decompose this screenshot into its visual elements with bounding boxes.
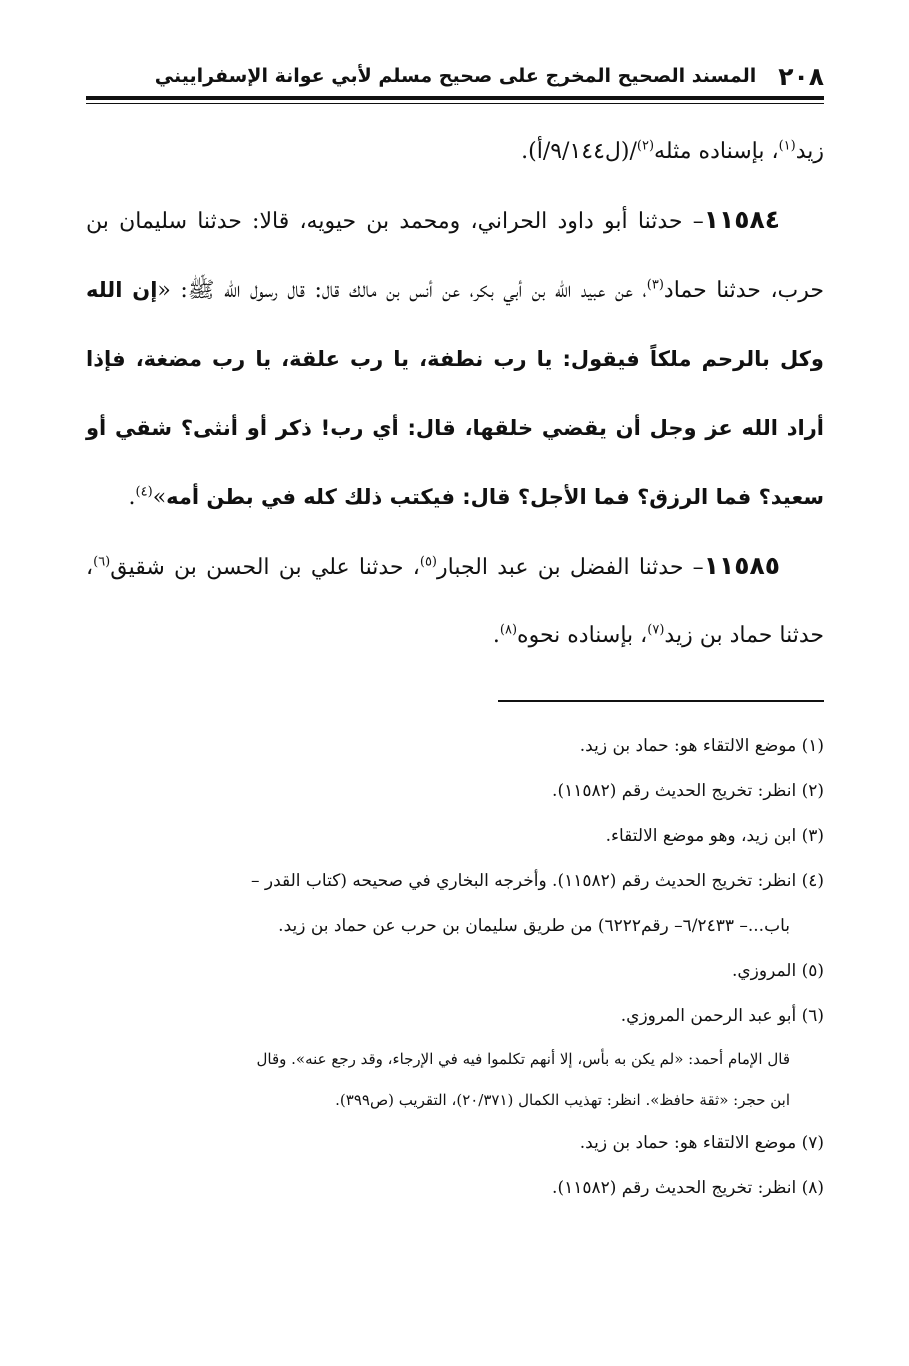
footnote-ref[interactable]: (٢) <box>636 138 655 154</box>
footnote-7: (٧) موضع الالتقاء هو: حماد بن زيد. <box>579 1133 824 1153</box>
header-rule-thick <box>86 96 824 100</box>
footnote-3: (٣) ابن زيد، وهو موضع الالتقاء. <box>605 826 824 846</box>
footnote-1: (١) موضع الالتقاء هو: حماد بن زيد. <box>579 736 824 756</box>
footnotes <box>86 724 824 1211</box>
text-run: . <box>128 485 136 510</box>
running-title: المسند الصحيح المخرج على صحيح مسلم لأبي عوانة الإسفراييني <box>154 65 757 87</box>
text-run: – حدثنا الفضل بن عبد الجبار <box>437 555 704 580</box>
footnote-ref[interactable]: (٦) <box>93 554 111 570</box>
hadith-quote: إن الله وكل بالرحم ملكاً فيقول: يا رب نطفة، يا رب علقة، يا رب مضغة، فإذا أراد الله عز وجل أن يقضي خلقها، قال: أي رب! ذكر أو أنثى؟ شقي أو سعيد؟ فما الرزق؟ فما الأجل؟ قال: فيكتب ذلك كله في بطن أمه <box>86 278 824 509</box>
footnote-ref[interactable]: (٨) <box>499 622 518 638</box>
footnote-ref[interactable]: (٥) <box>419 554 437 570</box>
text-run: /(ل٩/١٤٤/أ). <box>521 139 637 164</box>
footnote-4: (٤) انظر: تخريج الحديث رقم (١١٥٨٢). وأخرجه البخاري في صحيحه (كتاب القدر – <box>250 871 824 891</box>
text-run: – حدثنا أبو داود الحراني، ومحمد بن حيويه، قالا: حدثنا سليمان بن حرب، حدثنا حماد <box>86 209 825 303</box>
footnote-ref[interactable]: (٧) <box>647 622 665 638</box>
text-run: ، حدثنا علي بن الحسن بن شقيق <box>110 555 420 580</box>
text-run: ، عن عبيد الله بن أبي بكر، عن أنس بن مالك قال: قال رسول الله ﷺ: « <box>157 278 647 303</box>
text-run: ، بإسناده مثله <box>654 139 779 164</box>
main-text <box>86 118 824 670</box>
text-run: ، حدثنا حماد بن زيد <box>86 555 824 648</box>
footnote-4-continuation: باب...– ٦/٢٤٣٣– رقم٦٢٢٢) من طريق سليمان بن حرب عن حماد بن زيد. <box>278 916 790 936</box>
text-run: زيد <box>795 139 824 164</box>
page-header <box>86 60 824 92</box>
text-run: . <box>492 623 500 648</box>
paragraph-continuation <box>86 118 824 186</box>
hadith-11585 <box>86 532 824 670</box>
footnote-ref[interactable]: (٤) <box>135 484 153 500</box>
footnote-6-quote: قال الإمام أحمد: «لم يكن به بأس، إلا أنهم تكلموا فيه في الإرجاء، وقد رجع عنه». وقال <box>256 1050 790 1068</box>
header-rule-thin <box>86 103 824 104</box>
hadith-number: ١١٥٨٥ <box>703 551 780 580</box>
footnote-ref[interactable]: (١) <box>778 138 796 154</box>
footnote-separator <box>498 700 824 702</box>
page-number: ٢٠٨ <box>778 61 824 91</box>
footnote-2: (٢) انظر: تخريج الحديث رقم (١١٥٨٢). <box>552 781 824 801</box>
text-run: » <box>152 485 167 510</box>
footnote-6-quote-continuation: ابن حجر: «ثقة حافظ». انظر: تهذيب الكمال (٢٠/٣٧١)، التقريب (ص٣٩٩). <box>335 1091 790 1109</box>
hadith-11584 <box>86 186 824 532</box>
footnote-5: (٥) المروزي. <box>731 961 824 981</box>
footnote-8: (٨) انظر: تخريج الحديث رقم (١١٥٨٢). <box>552 1178 824 1198</box>
hadith-number: ١١٥٨٤ <box>703 205 780 234</box>
text-run: ، بإسناده نحوه <box>517 623 648 648</box>
footnote-6: (٦) أبو عبد الرحمن المروزي. <box>620 1006 824 1026</box>
footnote-ref[interactable]: (٣) <box>646 277 664 293</box>
